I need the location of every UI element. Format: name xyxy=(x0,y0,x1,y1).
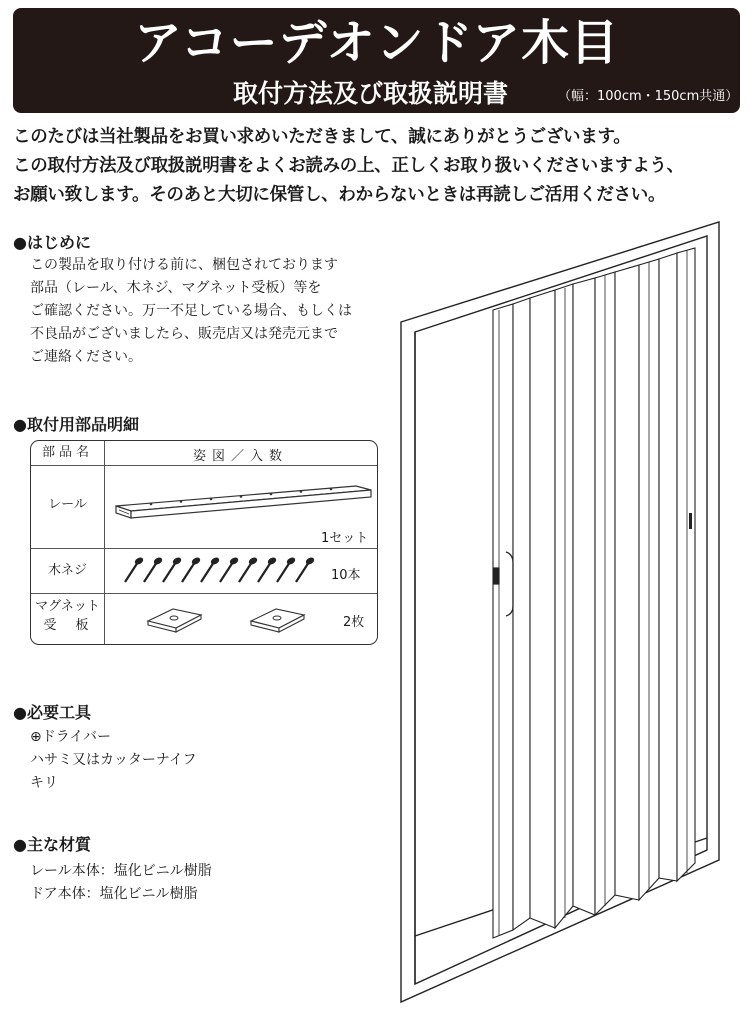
column-header-figure: 姿図／入数 xyxy=(192,449,288,464)
table-divider xyxy=(31,593,377,594)
intro-line: お願い致します。そのあと大切に保管し、わからないときは再読しご活用ください。 xyxy=(13,185,666,205)
part-name-rail: レール xyxy=(48,497,87,512)
part-name-screw: 木ネジ xyxy=(47,563,87,578)
table-divider xyxy=(31,548,377,549)
intro-paragraph xyxy=(13,123,743,210)
body-line: 不良品がございましたら、販売店又は発売元まで xyxy=(30,326,338,342)
part-qty-magnet-plate: 2枚 xyxy=(343,615,365,630)
intro-line: この取付方法及び取扱説明書をよくお読みの上、正しくお取り扱いくださいますよう、 xyxy=(13,156,684,176)
parts-table xyxy=(30,440,378,645)
intro-line: このたびは当社製品をお買い求めいただきまして、誠にありがとうございます。 xyxy=(13,127,631,147)
section-heading-tools: ●必要工具 xyxy=(13,703,91,722)
page-title: アコーデオンドア木目 xyxy=(133,15,620,71)
magnet-plate-icon xyxy=(143,601,203,636)
part-name-magnet-plate-line2: 受 板 xyxy=(43,618,92,633)
materials-list xyxy=(30,860,212,906)
tools-list xyxy=(30,726,196,795)
magnet-plate-icon xyxy=(246,601,306,636)
tool-item: キリ xyxy=(30,775,58,791)
body-line: ご確認ください。万一不足している場合、もしくは xyxy=(30,303,352,319)
section-heading-parts: ●取付用部品明細 xyxy=(13,415,139,434)
material-item: ドア本体：塩化ビニル樹脂 xyxy=(30,886,198,902)
table-divider xyxy=(104,441,105,644)
body-line: ご連絡ください。 xyxy=(30,349,142,365)
tool-item: ハサミ又はカッターナイフ xyxy=(30,752,197,768)
introduction-body xyxy=(30,254,352,369)
page-subtitle: 取付方法及び取扱説明書 xyxy=(233,79,509,108)
part-qty-screw: 10本 xyxy=(331,568,361,583)
accordion-door-illustration xyxy=(395,218,730,1008)
material-item: レール本体：塩化ビニル樹脂 xyxy=(30,863,212,879)
column-header-name: 部品名 xyxy=(41,445,93,460)
part-qty-rail: 1セット xyxy=(321,531,369,546)
section-heading-materials: ●主な材質 xyxy=(13,835,91,854)
section-heading-introduction: ●はじめに xyxy=(13,233,91,252)
part-name-magnet-plate-line1: マグネット xyxy=(35,599,100,614)
screw-icon xyxy=(123,556,323,586)
header-banner xyxy=(13,8,740,113)
body-line: この製品を取り付ける前に、梱包されております xyxy=(30,257,338,273)
tool-item: ⊕ドライバー xyxy=(30,729,112,745)
body-line: 部品（レール、木ネジ、マグネット受板）等を xyxy=(30,280,322,296)
table-divider xyxy=(31,465,377,466)
rail-icon xyxy=(111,481,376,526)
width-note: （幅：100cm・150cm共通） xyxy=(558,89,739,104)
